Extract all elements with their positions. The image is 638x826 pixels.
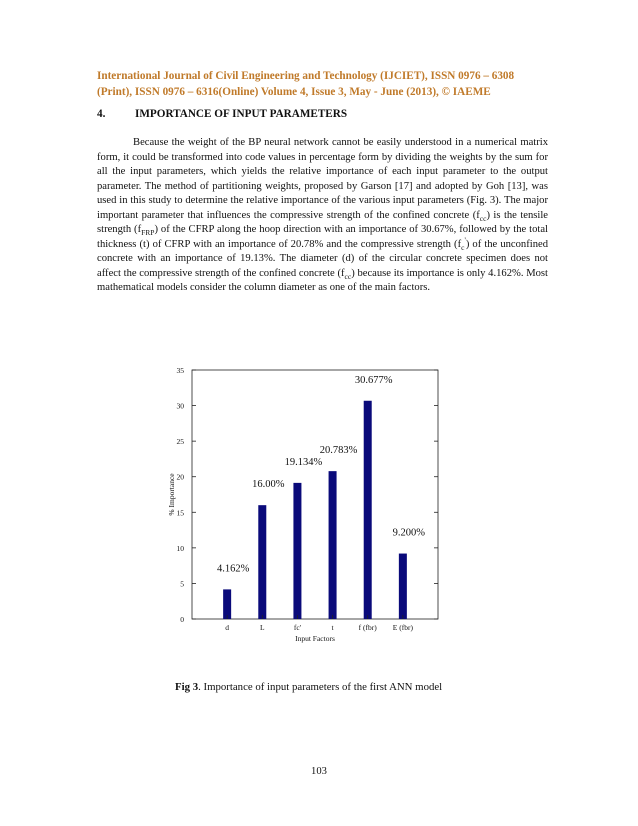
- body-sub-1: cc: [479, 213, 487, 223]
- journal-header-line-1: International Journal of Civil Engineering and Technology (IJCIET), ISSN 0976 – 6308: [97, 70, 515, 82]
- x-tick-label: f (fbr): [358, 623, 377, 632]
- data-label: 4.162%: [216, 563, 250, 575]
- y-axis-label: % Importance: [167, 473, 176, 516]
- body-text-5: ) because its importance is only 4.162%. Most mathematical models consider the column diameter as one of the main factors.: [97, 267, 549, 293]
- page-number: 103: [311, 766, 327, 777]
- body-text-1: Because the weight of the BP neural network cannot be easily understood in a numerical matrix form, it could be transformed into code values in percentage form by dividing the weights by the sum for all the input parameters, which yields the relative importance of each input parameter to the output parameter. The method of partitioning weights, proposed by Garson [17] and adopted by Goh [13], was used in this study to determine the relative importance of the various input parameters (Fig. 3). The major important parameter that influences the compressive strength of the confined concrete (f: [97, 137, 548, 221]
- section-number: 4.: [97, 108, 106, 120]
- importance-bar-chart: [150, 360, 470, 660]
- y-tick-label: 15: [176, 508, 184, 518]
- body-text-4: ) of the unconfined concrete with an importance of 19.13%. The diameter (d) of the circular concrete specimen does not affect the compressive strength of the confined concrete (f: [97, 238, 548, 279]
- x-tick-label: d: [225, 623, 230, 632]
- x-tick-label: t: [331, 623, 334, 632]
- bar: [293, 483, 301, 619]
- bar: [399, 554, 407, 619]
- bar: [364, 401, 372, 619]
- chart-svg: [150, 360, 470, 660]
- y-tick-label: 30: [176, 401, 184, 411]
- body-text-2: ) is the tensile strength (f: [97, 209, 548, 235]
- body-sup-3: ': [464, 234, 466, 244]
- y-tick-label: 25: [176, 437, 184, 447]
- figure-caption-label: Fig 3: [175, 681, 199, 693]
- body-sub-4: cc: [344, 271, 352, 281]
- body-text-3: ) of the CFRP along the hoop direction with an importance of 30.67%, followed by the total thickness (t) of CFRP with an importance of 20.78% and the compressive strength (f: [97, 224, 548, 250]
- figure-caption-text: . Importance of input parameters of the first ANN model: [198, 681, 443, 693]
- section-title: IMPORTANCE OF INPUT PARAMETERS: [135, 108, 348, 120]
- journal-header: [97, 68, 549, 100]
- data-label: 9.200%: [392, 527, 426, 539]
- bar: [223, 589, 231, 619]
- body-sub-3: c: [461, 242, 465, 252]
- data-label: 20.783%: [319, 445, 358, 457]
- data-label: 16.00%: [252, 479, 285, 491]
- body-paragraph: [97, 136, 548, 296]
- y-tick-label: 35: [176, 366, 184, 375]
- x-tick-label: fc': [293, 623, 302, 632]
- journal-header-line-2: (Print), ISSN 0976 – 6316(Online) Volume 4, Issue 3, May - June (2013), © IAEME: [97, 86, 491, 98]
- figure-caption: [175, 681, 442, 693]
- y-tick-label: 5: [180, 579, 184, 589]
- section-heading: [97, 108, 347, 120]
- x-tick-label: L: [259, 623, 265, 632]
- y-tick-label: 20: [176, 472, 184, 482]
- data-label: 19.134%: [284, 456, 323, 468]
- x-axis-label: Input Factors: [295, 634, 335, 643]
- body-sub-2: FRP: [141, 228, 155, 238]
- y-tick-label: 10: [176, 543, 184, 553]
- bar: [258, 505, 266, 619]
- data-label: 30.677%: [354, 374, 393, 386]
- y-tick-label: 0: [180, 615, 184, 624]
- x-tick-label: E (fbr): [392, 623, 413, 632]
- bar: [329, 471, 337, 619]
